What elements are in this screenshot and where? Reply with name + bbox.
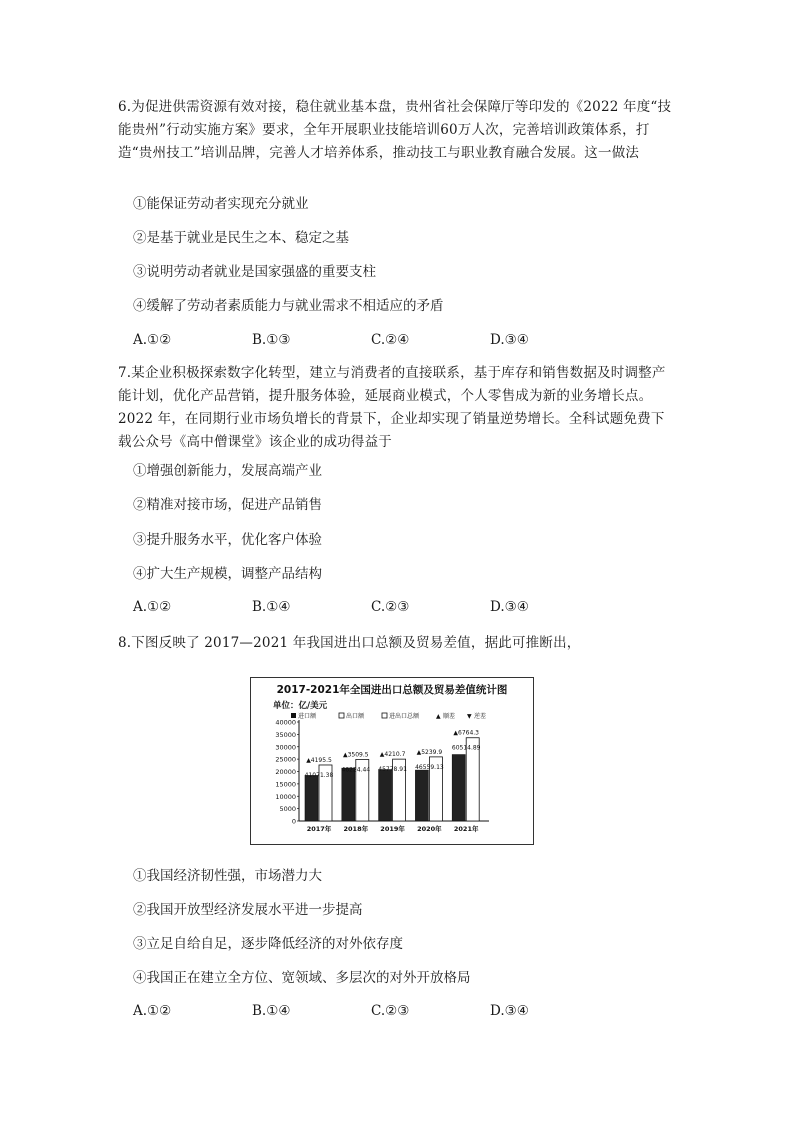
question-6-choice-c: C.②④	[371, 332, 410, 348]
question-6-option-3: ③说明劳动者就业是国家强盛的重要支柱	[133, 264, 376, 280]
x-tick-label: 2018年	[343, 825, 369, 833]
x-tick-label: 2020年	[417, 825, 442, 833]
legend-label: 进口额	[298, 713, 317, 720]
question-7-option-2: ②精准对接市场，促进产品销售	[133, 497, 322, 513]
total-label: 46224.44	[341, 766, 371, 774]
bar-import	[452, 755, 465, 821]
y-tick-label: 5000	[279, 805, 296, 814]
y-tick-label: 40000	[275, 718, 296, 727]
question-8-choice-c: C.②③	[371, 1003, 410, 1019]
legend-swatch-total	[382, 713, 387, 718]
total-label: 46559.13	[415, 763, 444, 771]
bar-import	[342, 768, 355, 821]
y-tick-label: 20000	[275, 768, 296, 776]
chart-unit-label: 单位：亿/美元	[273, 701, 328, 711]
balance-label: ▲3509.5	[342, 751, 369, 759]
balance-label: ▲4195.5	[306, 756, 332, 764]
question-6-choice-d: D.③④	[490, 332, 529, 348]
question-6-choices	[133, 330, 613, 350]
question-7-stem: 7.某企业积极探索数字化转型，建立与消费者的直接联系，基于库存和销售数据及时调整产能计划，优化产品营销，提升服务体验，延展商业模式，个人零售成为新的业务增长点。2022 年，在同期行业市场负增长的背景下，企业却实现了销量逆势增长。全科试题免费下载公众号《高中僧课堂》该企业的成功得益于	[118, 365, 666, 450]
question-7-option-3: ③提升服务水平，优化客户体验	[133, 532, 322, 548]
trade-chart-svg	[251, 678, 533, 844]
trade-chart	[250, 677, 534, 845]
y-tick-label: 0	[291, 817, 296, 826]
legend-label: 逆差	[474, 713, 487, 720]
total-label: 41071.38	[304, 771, 334, 779]
question-8-choice-b: B.①④	[252, 1003, 291, 1019]
legend-swatch-import	[291, 713, 296, 718]
question-6-option-1: ①能保证劳动者实现充分就业	[133, 196, 309, 212]
x-tick-label: 2019年	[380, 825, 405, 833]
question-8-choices	[133, 1001, 613, 1021]
question-6-stem: 6.为促进供需资源有效对接，稳住就业基本盘，贵州省社会保障厅等印发的《2022 年度“技能贵州”行动实施方案》要求，全年开展职业技能培训60万人次，完善培训政策体系，打造“贵州技工”培训品牌，完善人才培养体系，推动技工与职业教育融合发展。这一做法	[118, 99, 672, 161]
question-7-option-4: ④扩大生产规模，调整产品结构	[133, 566, 322, 582]
question-6-choice-b: B.①③	[252, 332, 291, 348]
question-6-choice-a: A.①②	[133, 332, 172, 348]
balance-label: ▲5239.9	[416, 748, 443, 756]
question-7-choices	[133, 597, 613, 617]
question-6-option-2: ②是基于就业是民生之本、稳定之基	[133, 230, 349, 246]
balance-label: ▲4210.7	[379, 751, 406, 759]
y-tick-label: 35000	[275, 730, 296, 739]
bar-import	[379, 770, 392, 821]
legend-swatch-export	[339, 713, 344, 718]
legend-marker-surplus: ▲	[436, 713, 441, 720]
balance-label: ▲6764.3	[453, 729, 480, 737]
question-8-option-1: ①我国经济韧性强，市场潜力大	[133, 868, 322, 884]
y-tick-label: 30000	[275, 743, 296, 752]
bar-import	[415, 770, 428, 821]
y-tick-label: 25000	[275, 755, 296, 764]
legend-label: 进出口总额	[389, 713, 420, 720]
question-7-choice-b: B.①④	[252, 599, 291, 615]
bar-import	[305, 775, 318, 821]
legend-label: 出口额	[346, 713, 365, 720]
x-tick-label: 2017年	[306, 825, 332, 833]
question-6-option-4: ④缓解了劳动者素质能力与就业需求不相适应的矛盾	[133, 298, 444, 314]
question-7-choice-d: D.③④	[490, 599, 529, 615]
total-label: 60514.89	[451, 744, 481, 752]
legend-label: 顺差	[443, 713, 456, 720]
question-8-option-3: ③立足自给自足，逐步降低经济的对外依存度	[133, 936, 403, 952]
question-8-choice-a: A.①②	[133, 1003, 172, 1019]
chart-title: 2017-2021年全国进出口总额及贸易差值统计图	[276, 684, 508, 696]
total-label: 45778.91	[378, 766, 407, 774]
question-8-option-4: ④我国正在建立全方位、宽领域、多层次的对外开放格局	[133, 970, 471, 986]
y-tick-label: 10000	[275, 792, 296, 801]
question-8-choice-d: D.③④	[490, 1003, 529, 1019]
question-7-option-1: ①增强创新能力，发展高端产业	[133, 463, 322, 479]
question-7-choice-a: A.①②	[133, 599, 172, 615]
y-tick-label: 15000	[275, 780, 296, 789]
question-7-choice-c: C.②③	[371, 599, 410, 615]
question-8-stem: 8.下图反映了 2017—2021 年我国进出口总额及贸易差值，据此可推断出，	[118, 635, 581, 651]
question-8-option-2: ②我国开放型经济发展水平进一步提高	[133, 902, 363, 918]
x-tick-label: 2021年	[453, 825, 479, 833]
legend-marker-deficit: ▼	[467, 713, 472, 720]
